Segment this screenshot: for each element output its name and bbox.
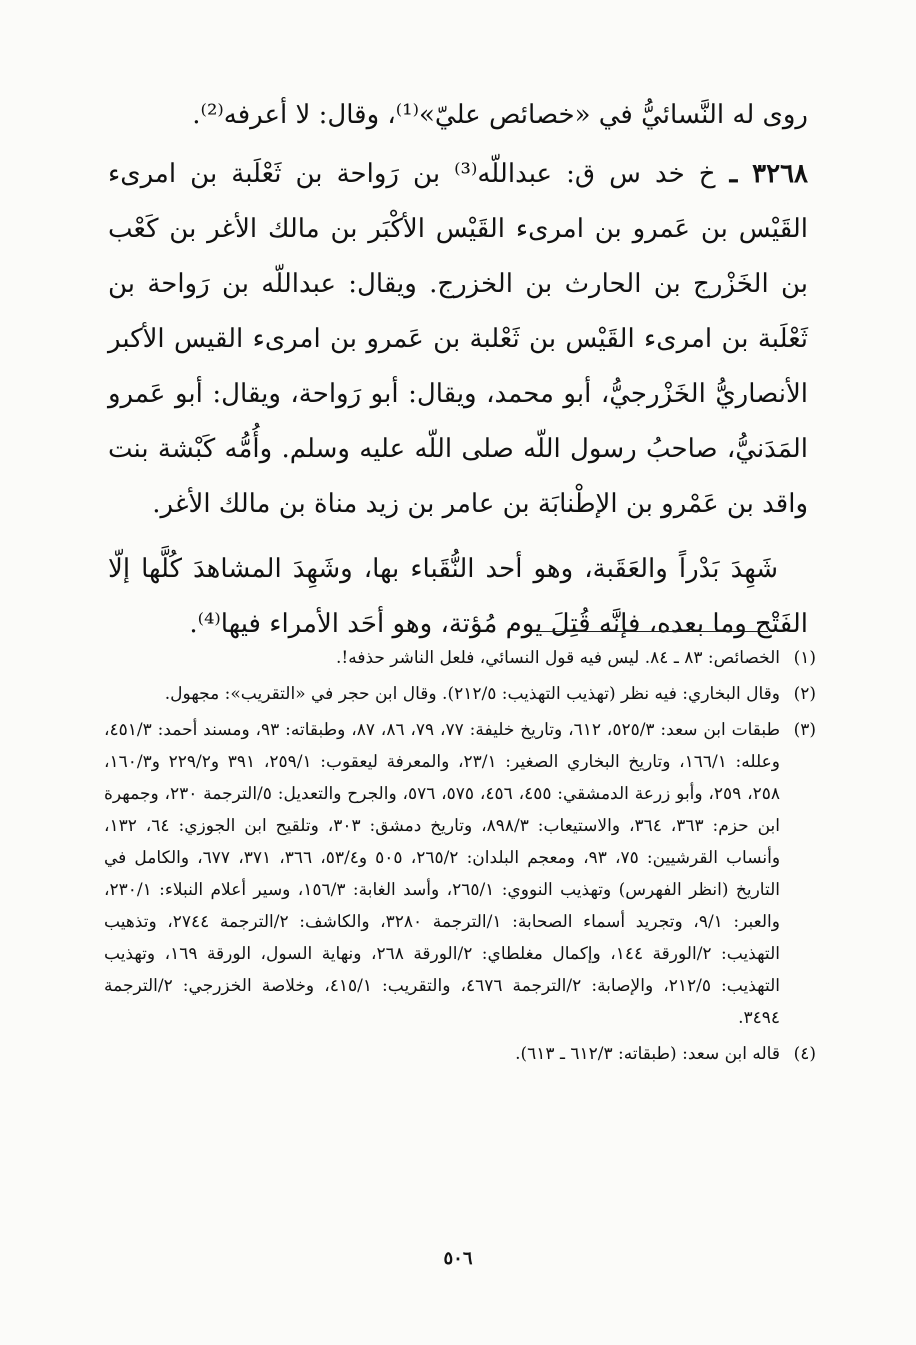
footnote-number: (٢) [793, 684, 816, 704]
footnote-text: طبقات ابن سعد: ٥٢٥/٣، ٦١٢، وتاريخ خليفة: ٧٧، ٧٩، ٨٦، ٨٧، وطبقاته: ٩٣، ومسند أحمد: ٤٥١/٣، وعلله: ١٦٦/١، وتاريخ البخاري الصغير: ٢٣/١، والمعرفة ليعقوب: ٢٥٩/١، ٣٩١ و٢٢٩/٢ و١٦٠/٣، ٢٥٨، ٢٥٩، وأبو زرعة الدمشقي: ٤٥٥، ٤٥٦، ٥٧٥، ٥٧٦، والجرح والتعديل: ٥/الترجمة ٢٣٠، وجمهرة ابن حزم: ٣٦٣، ٣٦٤، والاستيعاب: ٨٩٨/٣، وتاريخ دمشق: ٣٠٣، وتلقيح ابن الجوزي: ٦٤، ١٣٢، وأنساب القرشيين: ٧٥، ٩٣، ومعجم البلدان: ٢٦٥/٢، ٥٠٥ و٥٣/٤، ٣٦٦، ٣٧١، ٦٧٧، والكامل في التاريخ (انظر الفهرس) وتهذيب النووي: ٢٦٥/١، وأسد الغابة: ١٥٦/٣، وسير أعلام النبلاء: ٢٣٠/١، والعبر: ٩/١، وتجريد أسماء الصحابة: ١/الترجمة ٣٢٨٠، والكاشف: ٢/الترجمة ٢٧٤٤، وتذهيب التهذيب: ٢/الورقة ١٤٤، وإكمال مغلطاي: ٢/الورقة ٢٦٨، ونهاية السول، الورقة ١٦٩، وتهذيب التهذيب: ٢١٢/٥، والإصابة: ٢/الترجمة ٤٦٧٦، والتقريب: ٤١٥/١، وخلاصة الخزرجي: ٢/الترجمة ٣٤٩٤. [104, 720, 781, 1028]
page-number: ٥٠٦ [443, 1248, 473, 1269]
footnote-text: وقال البخاري: فيه نظر (تهذيب التهذيب: ٢١٢/٥). وقال ابن حجر في «التقريب»: مجهول. [164, 684, 780, 704]
footnote [104, 1038, 816, 1070]
main-text [108, 88, 808, 652]
events-paragraph: شَهِدَ بَدْراً والعَقَبة، وهو أحد النُّقَباء بها، وشَهِدَ المشاهدَ كُلَّها إلّا الفَتْح وما بعده، فإنَّه قُتِلَ يوم مُؤتة، وهو أحَد الأمراء فيها⁽⁴⁾. [108, 554, 808, 639]
footnote-number: (١) [793, 648, 816, 668]
footnote-number: (٣) [793, 720, 816, 740]
footnote-number: (٤) [793, 1044, 816, 1064]
biography-paragraph [108, 147, 808, 532]
footnote [104, 642, 816, 674]
footnote [104, 678, 816, 710]
biography-text: خ خد س ق: عبداللّه⁽³⁾ بن رَواحة بن ثَعْلَبة بن امرىء القَيْس بن عَمرو بن امرىء القَيْس الأكْبَر بن مالك الأغر بن كَعْب بن الخَزْرج بن الحارث بن الخزرج. ويقال: عبداللّه بن رَواحة بن ثَعْلَبة بن امرىء القَيْس بن ثَعْلبة بن عَمرو بن امرىء القيس الأكبر الأنصاريُّ الخَزْرجيُّ، أبو محمد، ويقال: أبو رَواحة، ويقال: أبو عَمرو المَدَنيُّ، صاحبُ رسول اللّه صلى اللّه عليه وسلم. وأُمُّه كَبْشة بنت واقد بن عَمْرو بن الإطْنابَة بن عامر بن زيد مناة بن مالك الأغر. [108, 159, 808, 519]
footnote-text: قاله ابن سعد: (طبقاته: ٦١٢/٣ ـ ٦١٣). [515, 1044, 780, 1064]
footnote [104, 714, 816, 1034]
footnote-text: الخصائص: ٨٣ ـ ٨٤. ليس فيه قول النسائي، فلعل الناشر حذفه!. [335, 648, 780, 668]
entry-number: ٣٢٦٨ ـ [729, 159, 808, 189]
footnote-separator [535, 631, 768, 632]
footnotes [104, 642, 816, 1074]
intro-paragraph: روى له النَّسائيُّ في «خصائص عليّ»⁽¹⁾، وقال: لا أعرفه⁽²⁾. [192, 100, 808, 130]
